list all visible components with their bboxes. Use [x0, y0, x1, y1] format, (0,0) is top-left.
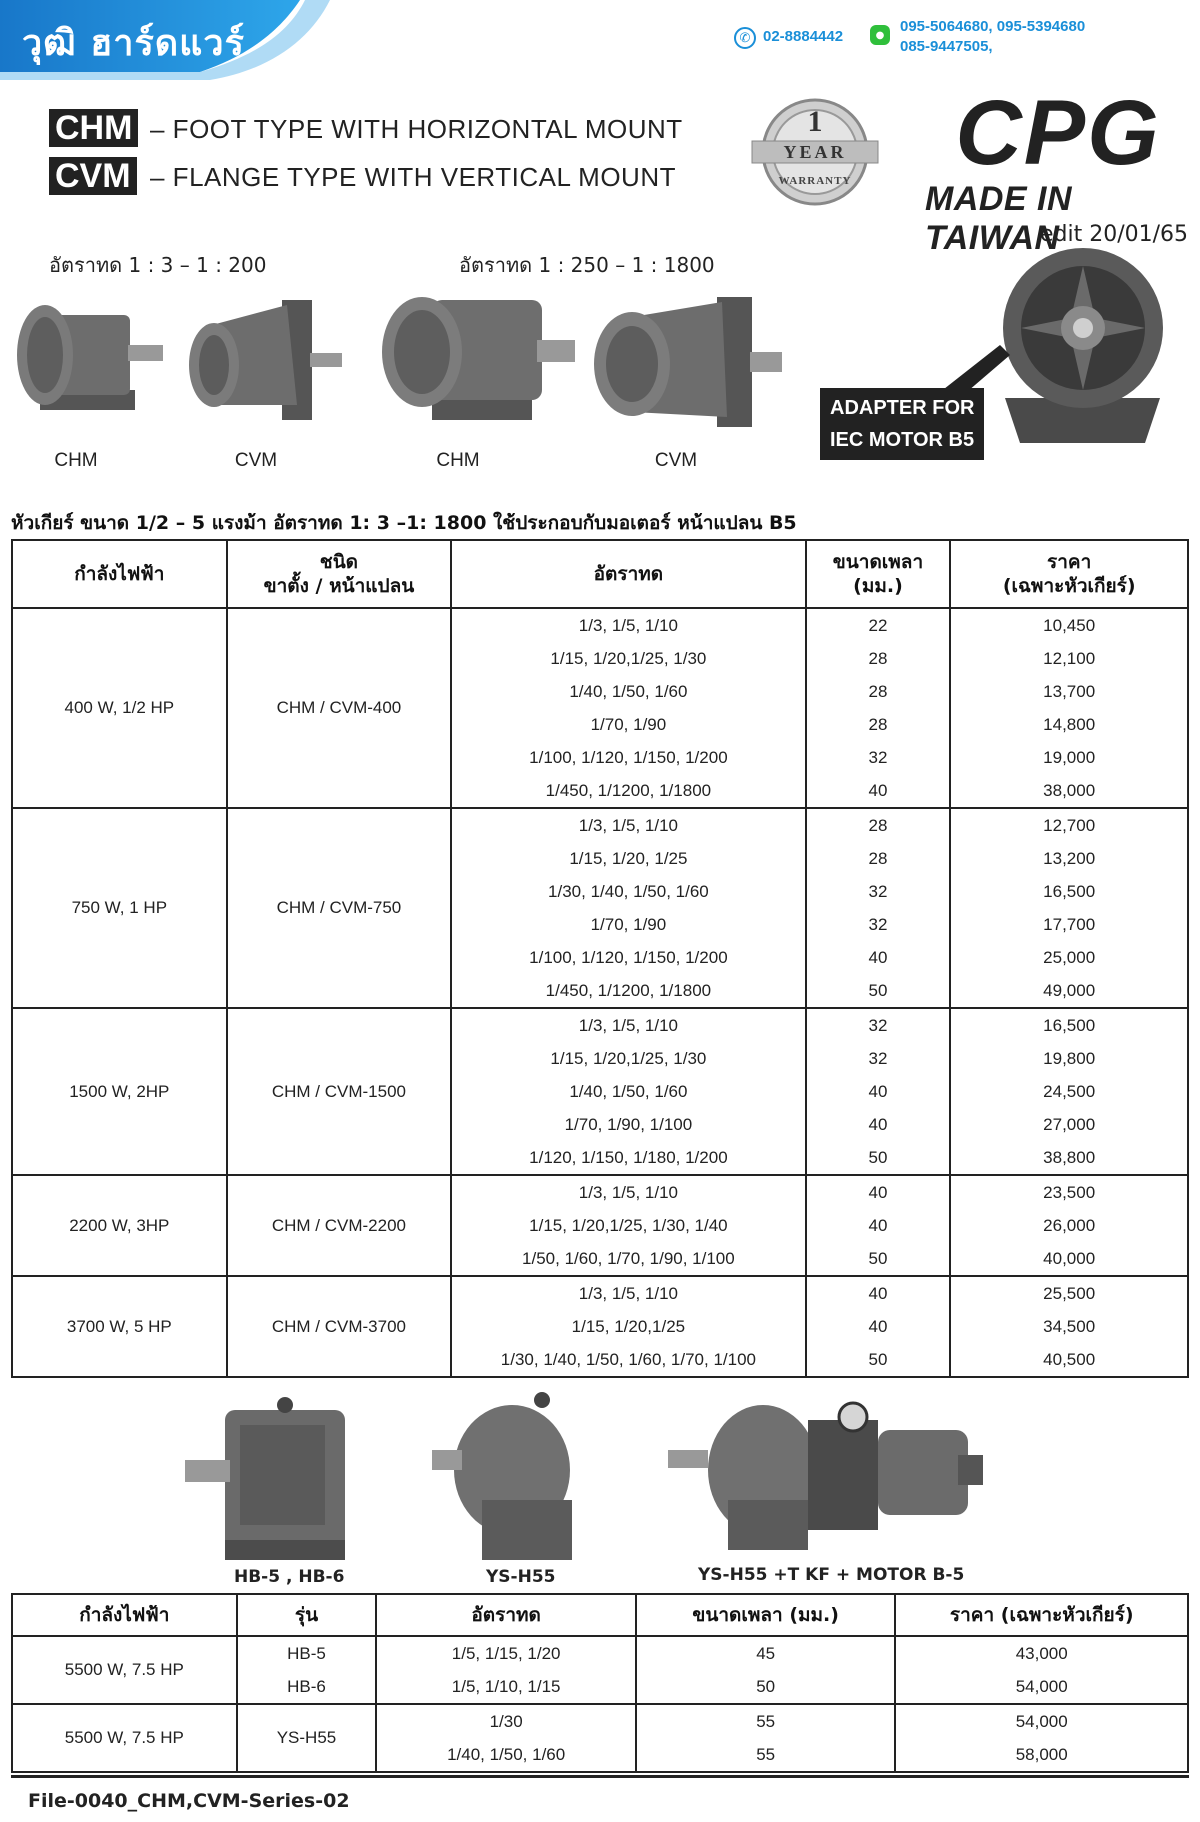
cpg-logo — [928, 92, 1188, 174]
t2-cell-ratio: 1/5, 1/10, 1/15 — [376, 1670, 636, 1704]
cell-shaft: 32 — [806, 741, 951, 774]
cell-ratio: 1/3, 1/5, 1/10 — [451, 1175, 805, 1209]
t2-header-ratio: อัตราทด — [376, 1594, 636, 1636]
table2-row — [12, 1704, 1188, 1738]
t2-header-power: กำลังไฟฟ้า — [12, 1594, 237, 1636]
cell-power: 2200 W, 3HP — [12, 1175, 227, 1276]
table2-header-row — [12, 1594, 1188, 1636]
cell-price: 10,450 — [950, 608, 1188, 642]
header-power: กำลังไฟฟ้า — [12, 540, 227, 608]
warranty-number: 1 — [807, 105, 823, 138]
cell-price: 24,500 — [950, 1075, 1188, 1108]
line-icon: ● — [870, 25, 890, 45]
cell-shaft: 40 — [806, 1108, 951, 1141]
brand-name: วุฒิ ฮาร์ดแวร์ — [22, 23, 245, 64]
cell-ratio: 1/3, 1/5, 1/10 — [451, 1276, 805, 1310]
ratio-range-small: อัตราทด 1 : 3 – 1 : 200 — [49, 253, 267, 277]
cell-price: 19,800 — [950, 1042, 1188, 1075]
cell-ratio: 1/3, 1/5, 1/10 — [451, 808, 805, 842]
product-label-chm-2: CHM — [436, 450, 480, 471]
t2-cell-model: HB-6 — [237, 1670, 377, 1704]
cell-shaft: 22 — [806, 608, 951, 642]
series-tag-chm: CHM — [49, 109, 138, 147]
cell-ratio: 1/15, 1/20,1/25, 1/30 — [451, 642, 805, 675]
gearhead-hb-image — [185, 1395, 360, 1565]
t2-cell-shaft: 55 — [636, 1738, 896, 1772]
cell-shaft: 40 — [806, 941, 951, 974]
cell-ratio: 1/450, 1/1200, 1/1800 — [451, 774, 805, 808]
ratio-range-large: อัตราทด 1 : 250 – 1 : 1800 — [459, 253, 715, 277]
header-type — [227, 540, 452, 608]
t2-cell-power: 5500 W, 7.5 HP — [12, 1704, 237, 1772]
made-in-taiwan: MADE IN TAIWAN — [925, 180, 1073, 257]
t2-cell-price: 43,000 — [895, 1636, 1188, 1670]
cell-ratio: 1/30, 1/40, 1/50, 1/60 — [451, 875, 805, 908]
cell-ratio: 1/15, 1/20,1/25 — [451, 1310, 805, 1343]
cell-shaft: 40 — [806, 774, 951, 808]
product-label-cvm-1: CVM — [234, 450, 278, 471]
adapter-line-2: IEC MOTOR B5 — [830, 429, 975, 451]
cell-ratio: 1/15, 1/20,1/25, 1/30 — [451, 1042, 805, 1075]
cell-price: 14,800 — [950, 708, 1188, 741]
table-row — [12, 808, 1188, 842]
gearhead-chm-large-image — [372, 290, 577, 430]
price-table-main — [11, 539, 1189, 1378]
cell-ratio: 1/15, 1/20,1/25, 1/30, 1/40 — [451, 1209, 805, 1242]
t2-cell-shaft: 45 — [636, 1636, 896, 1670]
product2-label-ys: YS-H55 — [486, 1567, 556, 1587]
t2-cell-ratio: 1/40, 1/50, 1/60 — [376, 1738, 636, 1772]
cell-shaft: 28 — [806, 708, 951, 741]
t2-cell-model: HB-5 — [237, 1636, 377, 1670]
mobile-numbers-1: 095-5064680, 095-5394680 — [900, 18, 1086, 35]
edit-date: edit 20/01/65 — [1040, 222, 1189, 247]
cell-shaft: 32 — [806, 875, 951, 908]
cell-power: 400 W, 1/2 HP — [12, 608, 227, 808]
cell-model: CHM / CVM-1500 — [227, 1008, 452, 1175]
cell-price: 13,700 — [950, 675, 1188, 708]
header-type-line2: ขาตั้ง / หน้าแปลน — [263, 575, 415, 597]
mobile-numbers-2: 085-9447505, — [900, 38, 993, 55]
cell-shaft: 40 — [806, 1209, 951, 1242]
cell-price: 12,100 — [950, 642, 1188, 675]
gearhead-ys-image — [432, 1390, 587, 1565]
t2-cell-power: 5500 W, 7.5 HP — [12, 1636, 237, 1704]
footer-divider — [11, 1775, 1189, 1778]
footer-file-name: File-0040_CHM,CVM-Series-02 — [28, 1790, 350, 1812]
gearhead-cvm-large-image — [582, 292, 782, 432]
header-shaft-line2: (มม.) — [853, 575, 903, 597]
cell-model: CHM / CVM-2200 — [227, 1175, 452, 1276]
product-label-chm-1: CHM — [54, 450, 98, 471]
cell-power: 1500 W, 2HP — [12, 1008, 227, 1175]
gearhead-ys-motor-image — [668, 1385, 983, 1560]
t2-cell-price: 54,000 — [895, 1704, 1188, 1738]
header-ratio: อัตราทด — [451, 540, 805, 608]
cell-price: 34,500 — [950, 1310, 1188, 1343]
warranty-year: YEAR — [783, 142, 847, 162]
cell-ratio: 1/120, 1/150, 1/180, 1/200 — [451, 1141, 805, 1175]
cell-power: 3700 W, 5 HP — [12, 1276, 227, 1377]
t2-cell-price: 58,000 — [895, 1738, 1188, 1772]
adapter-line-1: ADAPTER FOR — [830, 397, 975, 419]
t2-cell-model: YS-H55 — [237, 1704, 377, 1772]
price-table-secondary — [11, 1593, 1189, 1773]
cell-price: 40,500 — [950, 1343, 1188, 1377]
cell-ratio: 1/30, 1/40, 1/50, 1/60, 1/70, 1/100 — [451, 1343, 805, 1377]
t2-header-price: ราคา (เฉพาะหัวเกียร์) — [895, 1594, 1188, 1636]
cell-price: 38,800 — [950, 1141, 1188, 1175]
cell-ratio: 1/450, 1/1200, 1/1800 — [451, 974, 805, 1008]
cell-shaft: 50 — [806, 1141, 951, 1175]
cell-shaft: 28 — [806, 642, 951, 675]
cell-price: 25,000 — [950, 941, 1188, 974]
t2-cell-shaft: 55 — [636, 1704, 896, 1738]
cell-shaft: 32 — [806, 908, 951, 941]
cell-ratio: 1/100, 1/120, 1/150, 1/200 — [451, 741, 805, 774]
header-shaft-line1: ขนาดเพลา — [832, 551, 924, 573]
table2-row — [12, 1636, 1188, 1670]
cell-ratio: 1/3, 1/5, 1/10 — [451, 608, 805, 642]
t2-cell-ratio: 1/5, 1/15, 1/20 — [376, 1636, 636, 1670]
cell-price: 23,500 — [950, 1175, 1188, 1209]
t2-header-model: รุ่น — [237, 1594, 377, 1636]
cell-power: 750 W, 1 HP — [12, 808, 227, 1008]
section-title: หัวเกียร์ ขนาด 1/2 – 5 แรงม้า อัตราทด 1: 3 –1: 1800 ใช้ประกอบกับมอเตอร์ หน้าแปลน B5 — [11, 512, 797, 534]
product2-label-hb: HB-5 , HB-6 — [234, 1567, 345, 1587]
header-price — [950, 540, 1188, 608]
cell-price: 38,000 — [950, 774, 1188, 808]
cell-ratio: 1/70, 1/90 — [451, 708, 805, 741]
cell-shaft: 28 — [806, 842, 951, 875]
cell-ratio: 1/3, 1/5, 1/10 — [451, 1008, 805, 1042]
header-price-line1: ราคา — [1047, 551, 1092, 573]
phone-icon: ✆ — [734, 27, 756, 49]
cell-model: CHM / CVM-750 — [227, 808, 452, 1008]
gearhead-cvm-small-image — [182, 295, 342, 435]
cell-model: CHM / CVM-400 — [227, 608, 452, 808]
t2-cell-ratio: 1/30 — [376, 1704, 636, 1738]
cell-price: 16,500 — [950, 875, 1188, 908]
cell-price: 26,000 — [950, 1209, 1188, 1242]
cell-shaft: 40 — [806, 1175, 951, 1209]
table-header-row — [12, 540, 1188, 608]
header-type-line1: ชนิด — [319, 551, 359, 573]
cell-price: 17,700 — [950, 908, 1188, 941]
cell-shaft: 28 — [806, 808, 951, 842]
cell-ratio: 1/100, 1/120, 1/150, 1/200 — [451, 941, 805, 974]
table-row — [12, 1175, 1188, 1209]
cell-price: 25,500 — [950, 1276, 1188, 1310]
t2-header-shaft: ขนาดเพลา (มม.) — [636, 1594, 896, 1636]
cell-ratio: 1/40, 1/50, 1/60 — [451, 1075, 805, 1108]
cell-price: 12,700 — [950, 808, 1188, 842]
cell-shaft: 32 — [806, 1008, 951, 1042]
series-tag-cvm: CVM — [49, 157, 137, 195]
cell-ratio: 1/15, 1/20, 1/25 — [451, 842, 805, 875]
product-label-cvm-2: CVM — [654, 450, 698, 471]
cell-ratio: 1/50, 1/60, 1/70, 1/90, 1/100 — [451, 1242, 805, 1276]
cell-price: 49,000 — [950, 974, 1188, 1008]
t2-cell-price: 54,000 — [895, 1670, 1188, 1704]
header-price-line2: (เฉพาะหัวเกียร์) — [1002, 575, 1136, 597]
adapter-image — [995, 248, 1170, 448]
table-row — [12, 1276, 1188, 1310]
series-desc-chm: – FOOT TYPE WITH HORIZONTAL MOUNT — [150, 114, 683, 144]
cell-ratio: 1/70, 1/90, 1/100 — [451, 1108, 805, 1141]
series-desc-cvm: – FLANGE TYPE WITH VERTICAL MOUNT — [150, 162, 676, 192]
cell-ratio: 1/70, 1/90 — [451, 908, 805, 941]
table-row — [12, 608, 1188, 642]
cell-price: 27,000 — [950, 1108, 1188, 1141]
cell-price: 19,000 — [950, 741, 1188, 774]
cell-ratio: 1/40, 1/50, 1/60 — [451, 675, 805, 708]
cell-shaft: 50 — [806, 1242, 951, 1276]
cell-price: 13,200 — [950, 842, 1188, 875]
cell-price: 40,000 — [950, 1242, 1188, 1276]
logo-brand: CPG — [955, 92, 1161, 174]
cell-shaft: 40 — [806, 1310, 951, 1343]
gearhead-chm-small-image — [10, 295, 165, 435]
warranty-text: WARRANTY — [778, 175, 852, 187]
cell-shaft: 50 — [806, 974, 951, 1008]
adapter-caption — [820, 388, 984, 460]
cell-shaft: 28 — [806, 675, 951, 708]
cell-shaft: 50 — [806, 1343, 951, 1377]
cell-price: 16,500 — [950, 1008, 1188, 1042]
table-row — [12, 1008, 1188, 1042]
cell-shaft: 40 — [806, 1075, 951, 1108]
phone-number: 02-8884442 — [763, 28, 844, 45]
warranty-badge — [748, 96, 882, 208]
t2-cell-shaft: 50 — [636, 1670, 896, 1704]
product2-label-ys-motor: YS-H55 +T KF + MOTOR B-5 — [698, 1565, 965, 1585]
cell-shaft: 40 — [806, 1276, 951, 1310]
header-shaft — [806, 540, 951, 608]
cell-shaft: 32 — [806, 1042, 951, 1075]
cell-model: CHM / CVM-3700 — [227, 1276, 452, 1377]
